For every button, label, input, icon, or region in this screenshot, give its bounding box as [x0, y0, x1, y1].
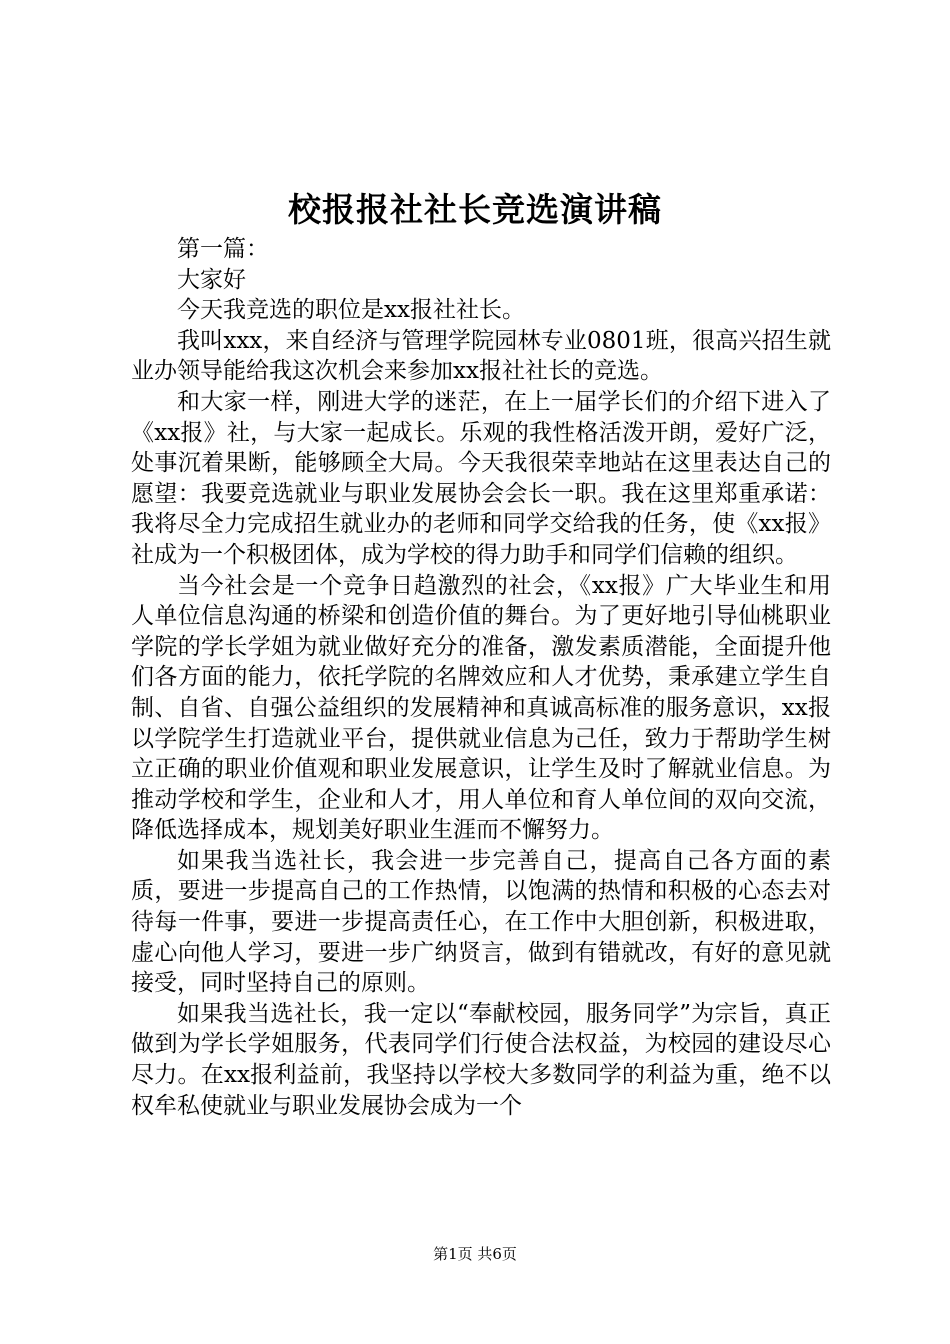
paragraph: 当今社会是一个竞争日趋激烈的社会，《xx报》广大毕业生和用人单位信息沟通的桥梁和创造价值的舞台。为了更好地引导仙桃职业学院的学长学姐为就业做好充分的准备，激发素质潜能，全面提升他们各方面的能力，依托学院的名牌效应和人才优势，秉承建立学生自制、自省、自强公益组织的发展精神和真诚高标准的服务意识，xx报以学院学生打造就业平台，提供就业信息为己任，致力于帮助学生树立正确的职业价值观和职业发展意识，让学生及时了解就业信息。为推动学校和学生，企业和人才，用人单位和育人单位间的双向交流，降低选择成本，规划美好职业生涯而不懈努力。 — [131, 572, 831, 844]
document-body — [131, 234, 831, 1121]
document-title: 校报报社社长竞选演讲稿 — [288, 190, 662, 229]
paragraph-heading: 第一篇： — [177, 236, 269, 262]
paragraph: 和大家一样，刚进大学的迷茫，在上一届学长们的介绍下进入了《xx报》社，与大家一起成长。乐观的我性格活泼开朗，爱好广泛，处事沉着果断，能够顾全大局。今天我很荣幸地站在这里表达自己的愿望：我要竞选就业与职业发展协会会长一职。我在这里郑重承诺：我将尽全力完成招生就业办的老师和同学交给我的任务，使《xx报》社成为一个积极团体，成为学校的得力助手和同学们信赖的组织。 — [131, 388, 831, 568]
page-number-footer: 第1页 共6页 — [433, 1245, 517, 1263]
paragraph: 今天我竞选的职位是xx报社社长。 — [177, 297, 525, 324]
paragraph: 如果我当选社长，我会进一步完善自己，提高自己各方面的素质，要进一步提高自己的工作热情，以饱满的热情和积极的心态去对待每一件事，要进一步提高责任心，在工作中大胆创新，积极进取，虚心向他人学习，要进一步广纳贤言，做到有错就改，有好的意见就接受，同时坚持自己的原则。 — [131, 847, 831, 997]
paragraph-greeting: 大家好 — [177, 266, 246, 293]
paragraph: 我叫xxx，来自经济与管理学院园林专业0801班，很高兴招生就业办领导能给我这次机会来参加xx报社社长的竞选。 — [131, 327, 831, 385]
paragraph: 如果我当选社长，我一定以“奉献校园，服务同学”为宗旨，真正做到为学长学姐服务，代表同学们行使合法权益，为校园的建设尽心尽力。在xx报利益前，我坚持以学校大多数同学的利益为重，绝不以权牟私使就业与职业发展协会成为一个 — [131, 1000, 831, 1119]
